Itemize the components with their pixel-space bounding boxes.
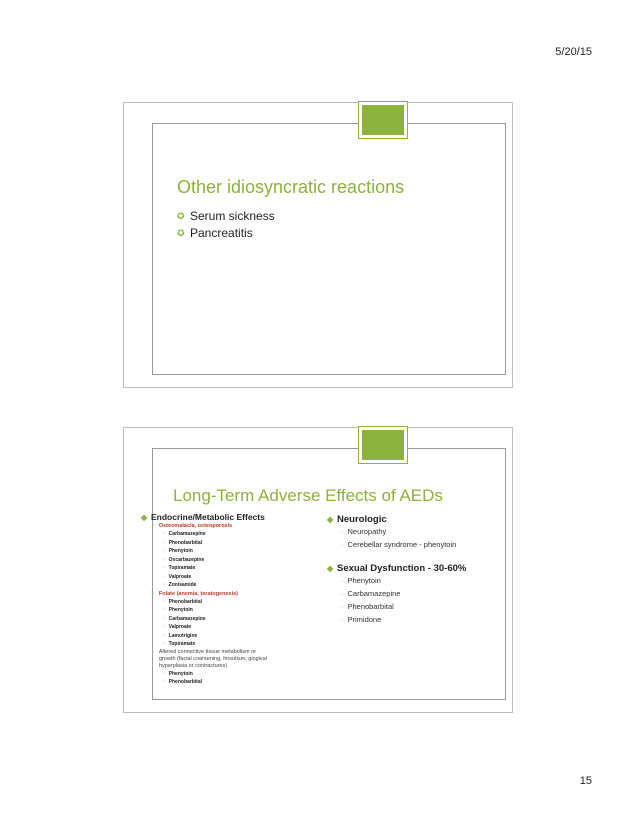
list-item: · Valproate <box>163 573 192 580</box>
list-item: · Zonisamide <box>163 582 197 588</box>
ring-bullet-icon: ✪ <box>177 228 185 238</box>
subsection-label: · Altered connective tissue metabolism or <box>153 648 257 655</box>
list-item: · Phenobarbital <box>163 539 203 546</box>
left-column <box>141 512 311 687</box>
list-item: · Carbamazepine <box>163 531 206 537</box>
list-item: · Valproate <box>163 624 192 630</box>
list-item: · Phenobarbital <box>341 602 394 611</box>
slide-accent-tab <box>359 427 407 463</box>
right-column <box>327 514 507 626</box>
section-heading: ◆ Endocrine/Metabolic Effects <box>141 512 265 522</box>
slide-accent-tab <box>359 102 407 138</box>
slide-title: Long-Term Adverse Effects of AEDs <box>173 486 443 505</box>
subsection-label: · Folate (anemia, teratogenesis) <box>153 590 239 597</box>
section-heading: ◆ Neurologic <box>327 514 387 525</box>
diamond-bullet-icon: ◆ <box>327 564 334 573</box>
list-item: · Topiramate <box>163 565 196 571</box>
slide-title: Other idiosyncratic reactions <box>177 177 405 197</box>
slide-bullet-list <box>177 208 275 242</box>
subsection-label: · Osteomalacia, osteoporosis <box>153 523 233 529</box>
diamond-bullet-icon: ◆ <box>141 513 148 522</box>
list-item: · Phenobarbital <box>163 598 203 605</box>
subsection-label-cont: hyperplasia or contractures) <box>159 662 228 669</box>
list-item: · Phenytoin <box>163 548 193 554</box>
list-item: · Oxcarbazepine <box>163 556 205 563</box>
list-item: · Phenytoin <box>163 670 193 677</box>
list-item: ✪ Pancreatitis <box>177 226 253 240</box>
list-item: · Carbamazepine <box>341 589 401 598</box>
list-item: · Primidone <box>341 615 382 624</box>
page-number: 15 <box>579 775 592 787</box>
section-heading: ◆ Sexual Dysfunction - 30-60% <box>327 563 467 574</box>
slide-inner-frame <box>152 123 506 375</box>
list-item: · Neuropathy <box>341 527 387 536</box>
list-item: · Phenytoin <box>163 607 193 613</box>
list-item: · Lamotrigine <box>163 632 198 639</box>
list-item: ✪ Serum sickness <box>177 209 275 223</box>
list-item: · Topiramate <box>163 641 196 647</box>
slide-1 <box>123 102 513 388</box>
diamond-bullet-icon: ◆ <box>327 515 334 524</box>
list-item: · Carbamazepine <box>163 615 206 622</box>
slide-2 <box>123 427 513 713</box>
page-date: 5/20/15 <box>555 46 592 58</box>
list-item: · Phenobarbital <box>163 679 203 685</box>
subsection-label-cont: growth (facial coarsening, hirsutism, gingival <box>159 655 267 662</box>
list-item: · Cerebellar syndrome - phenytoin <box>341 540 457 549</box>
ring-bullet-icon: ✪ <box>177 211 185 221</box>
list-item: · Phenytoin <box>341 576 381 585</box>
